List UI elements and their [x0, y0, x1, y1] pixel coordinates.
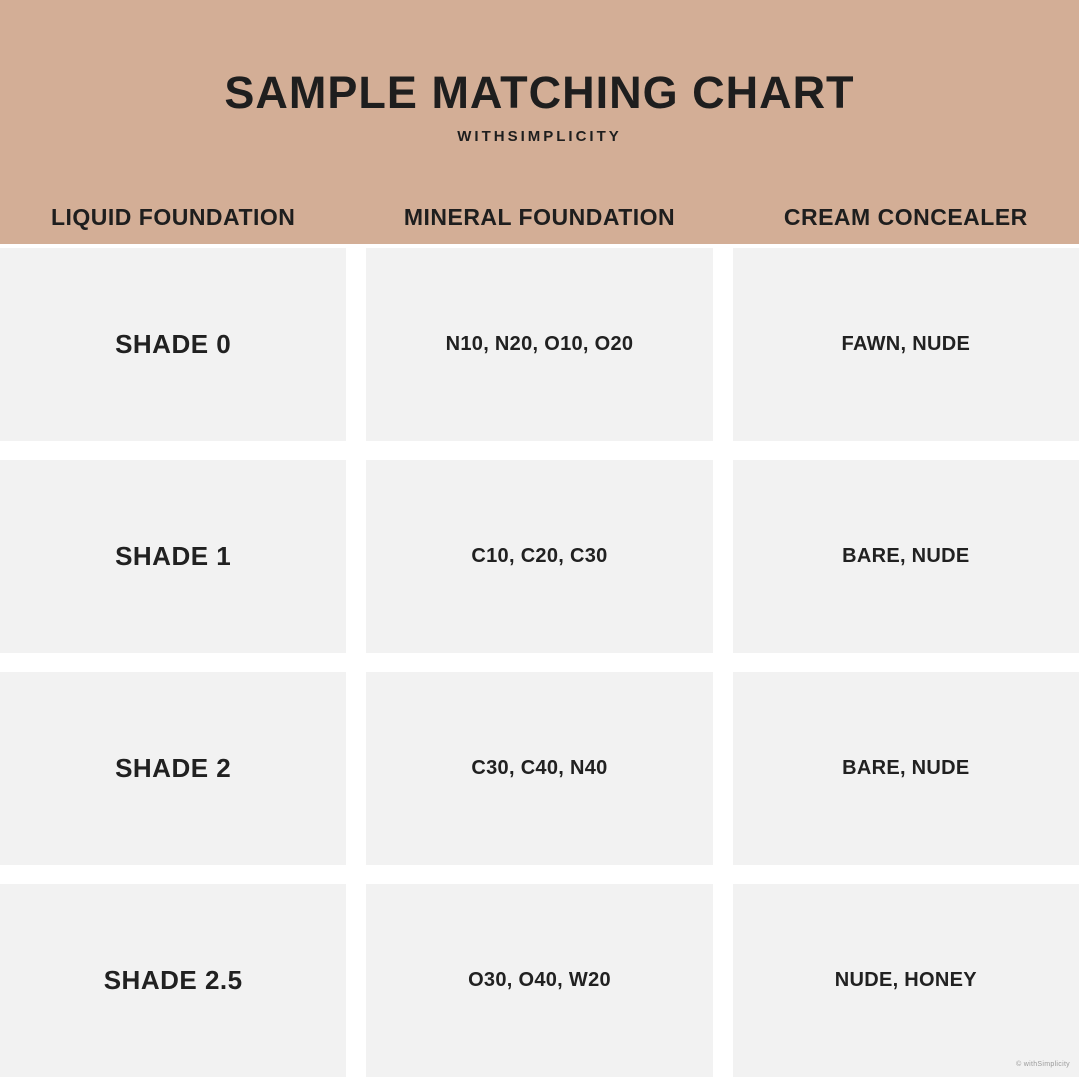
- cell-row1-concealer-shades: BARE, NUDE: [733, 460, 1079, 653]
- cell-row3-mineral-shades: O30, O40, W20: [366, 884, 712, 1077]
- page-title: SAMPLE MATCHING CHART: [224, 67, 855, 118]
- cell-row0-concealer-shades: FAWN, NUDE: [733, 248, 1079, 441]
- copyright-watermark: © withSimplicity: [1016, 1061, 1070, 1068]
- column-header-row: [0, 206, 1079, 244]
- cell-row3-liquid-shade: SHADE 2.5: [0, 884, 346, 1077]
- cell-row0-liquid-shade: SHADE 0: [0, 248, 346, 441]
- cell-row2-concealer-shades: BARE, NUDE: [733, 672, 1079, 865]
- column-header-mineral-foundation: MINERAL FOUNDATION: [403, 204, 676, 230]
- column-header-cream-concealer: CREAM CONCEALER: [783, 204, 1028, 230]
- cell-row1-mineral-shades: C10, C20, C30: [366, 460, 712, 653]
- cell-row2-liquid-shade: SHADE 2: [0, 672, 346, 865]
- column-header-liquid-foundation: LIQUID FOUNDATION: [50, 204, 296, 230]
- matching-table: [0, 248, 1079, 1077]
- cell-row3-concealer-shades: NUDE, HONEY: [733, 884, 1079, 1077]
- header-band: [0, 0, 1079, 244]
- brand-subtitle: WITHSIMPLICITY: [457, 128, 622, 145]
- cell-row1-liquid-shade: SHADE 1: [0, 460, 346, 653]
- cell-row2-mineral-shades: C30, C40, N40: [366, 672, 712, 865]
- cell-row0-mineral-shades: N10, N20, O10, O20: [366, 248, 712, 441]
